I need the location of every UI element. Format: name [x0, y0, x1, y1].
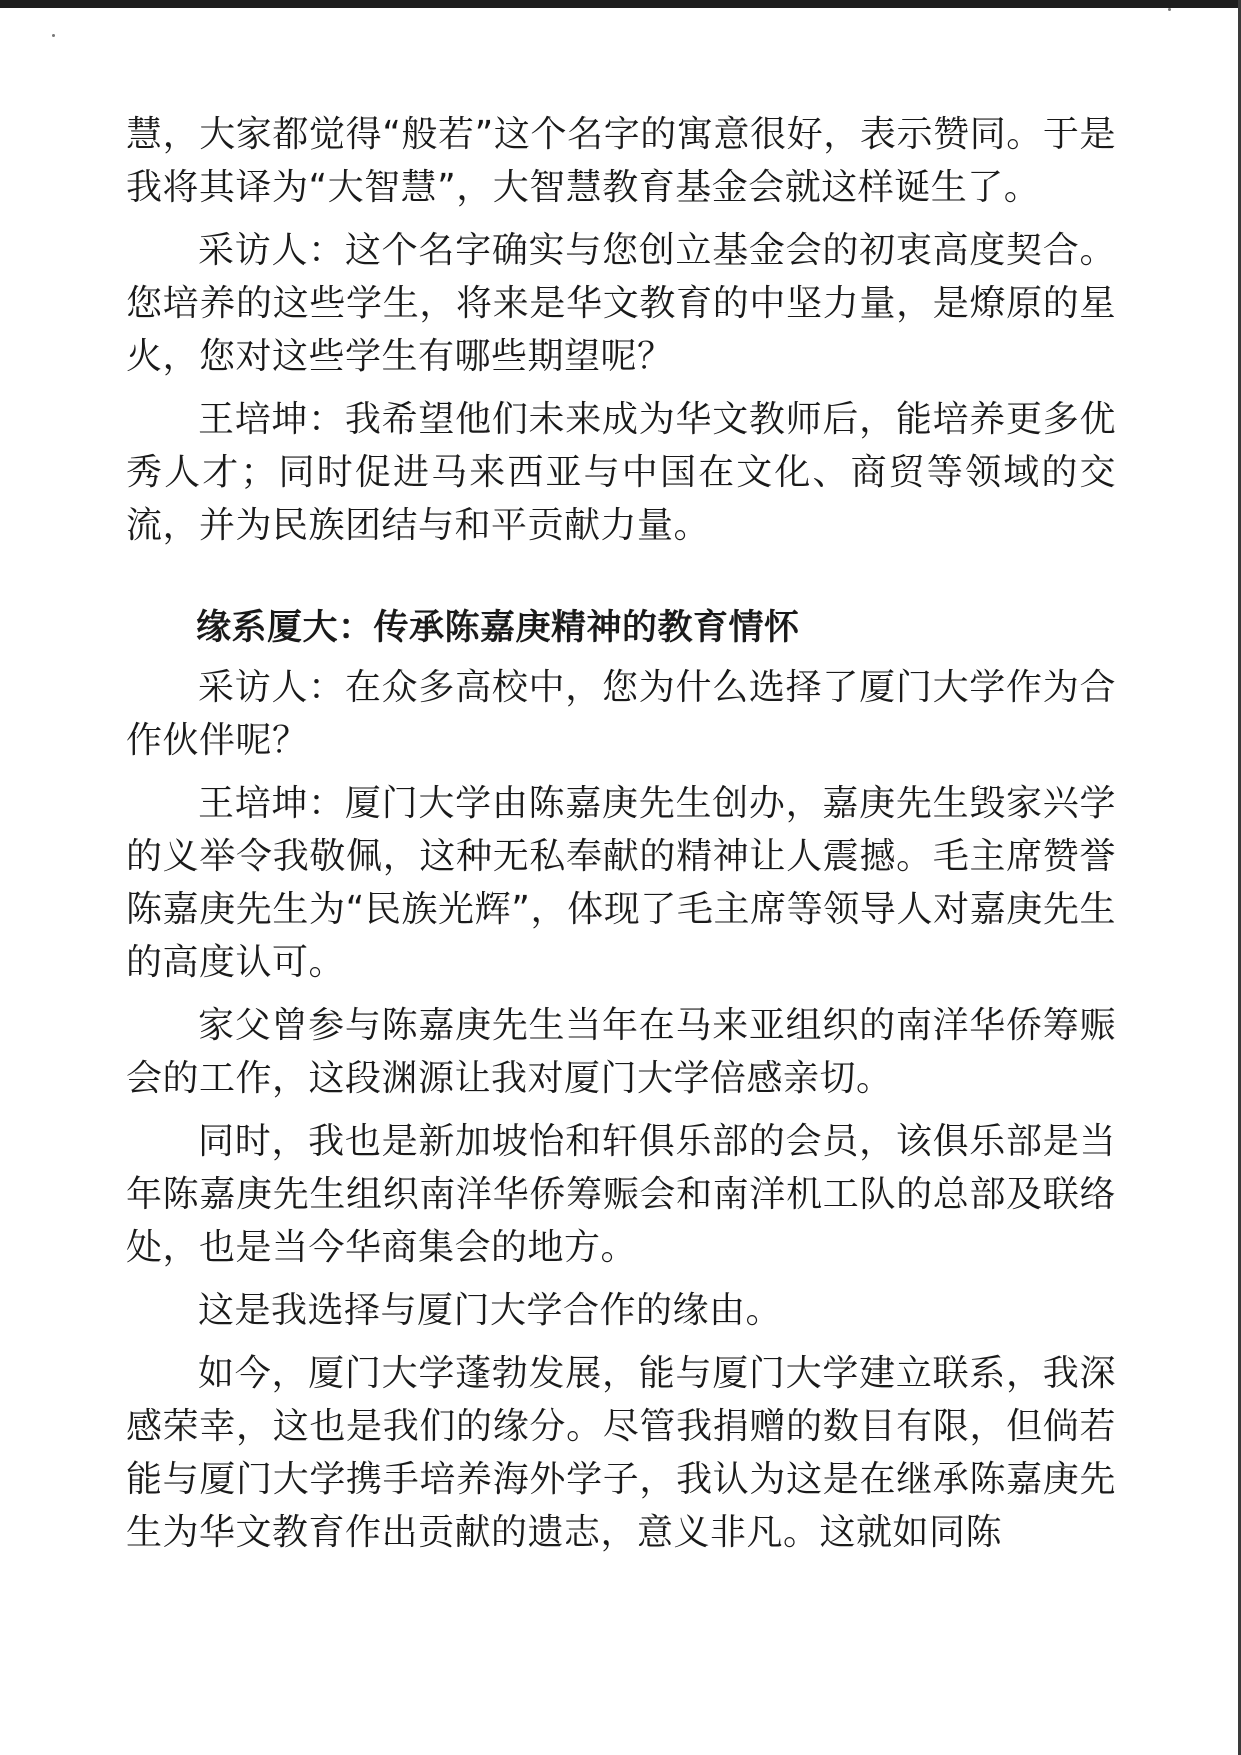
scan-top-edge [0, 0, 1241, 8]
scan-speck [52, 34, 55, 37]
paragraph-father-history: 家父曾参与陈嘉庚先生当年在马来亚组织的南洋华侨筹赈会的工作，这段渊源让我对厦门大学倍感亲切。 [126, 1005, 1116, 1099]
paragraph-continued: 慧，大家都觉得“般若”这个名字的寓意很好，表示赞同。于是我将其译为“大智慧”，大智慧教育基金会就这样诞生了。 [126, 114, 1116, 208]
paragraph-interviewer-question-xmu: 采访人：在众多高校中，您为什么选择了厦门大学作为合作伙伴呢？ [126, 667, 1116, 761]
paragraph-answer-tan-kah-kee: 王培坤：厦门大学由陈嘉庚先生创办，嘉庚先生毁家兴学的义举令我敬佩，这种无私奉献的精神让人震撼。毛主席赞誉陈嘉庚先生为“民族光辉”，体现了毛主席等领导人对嘉庚先生的高度认可。 [126, 783, 1116, 983]
section-heading: 缘系厦大：传承陈嘉庚精神的教育情怀 [196, 608, 800, 648]
paragraph-interviewer-question-name: 采访人：这个名字确实与您创立基金会的初衷高度契合。您培养的这些学生，将来是华文教育的中坚力量，是燎原的星火，您对这些学生有哪些期望呢？ [126, 230, 1116, 377]
paragraph-club-membership: 同时，我也是新加坡怡和轩俱乐部的会员，该俱乐部是当年陈嘉庚先生组织南洋华侨筹赈会和南洋机工队的总部及联络处，也是当今华商集会的地方。 [126, 1121, 1116, 1268]
article-body [126, 108, 1116, 1569]
paragraph-reason: 这是我选择与厦门大学合作的缘由。 [198, 1290, 783, 1331]
paragraph-honor: 如今，厦门大学蓬勃发展，能与厦门大学建立联系，我深感荣幸，这也是我们的缘分。尽管我捐赠的数目有限，但倘若能与厦门大学携手培养海外学子，我认为这是在继承陈嘉庚先生为华文教育作出贡献的遗志，意义非凡。这就如同陈 [126, 1353, 1116, 1553]
scan-speck [1168, 8, 1171, 11]
paragraph-answer-hopes: 王培坤：我希望他们未来成为华文教师后，能培养更多优秀人才；同时促进马来西亚与中国在文化、商贸等领域的交流，并为民族团结与和平贡献力量。 [126, 399, 1116, 546]
